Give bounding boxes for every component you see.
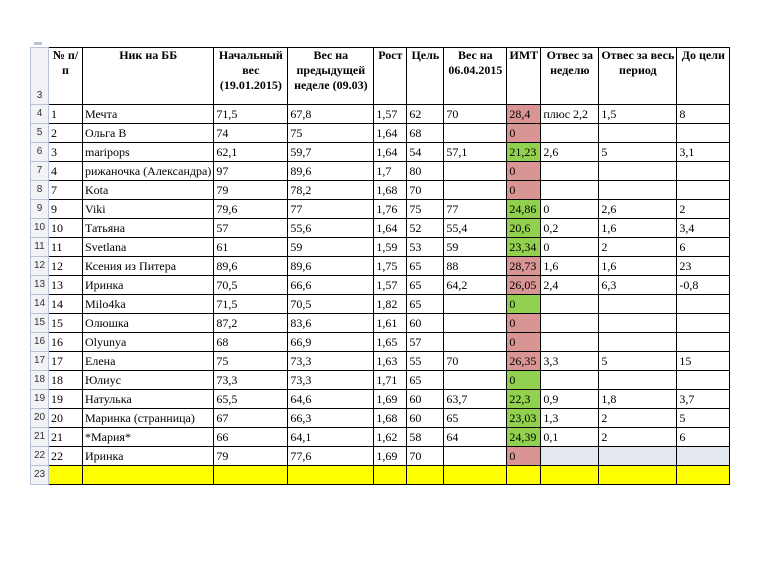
cell-nick[interactable]: Kota — [83, 181, 214, 200]
cell-imt[interactable]: 0 — [507, 447, 541, 466]
row-number[interactable]: 23 — [31, 466, 49, 485]
cell-week-loss[interactable]: 2,6 — [541, 143, 599, 162]
cell-number[interactable]: 2 — [49, 124, 83, 143]
cell-start-weight[interactable]: 67 — [214, 409, 288, 428]
cell-height[interactable]: 1,82 — [374, 295, 407, 314]
cell-goal[interactable]: 60 — [407, 390, 444, 409]
cell-to-goal[interactable]: 3,1 — [677, 143, 730, 162]
cell-current-weight[interactable] — [444, 447, 507, 466]
cell-week-loss[interactable]: плюс 2,2 — [541, 105, 599, 124]
empty-cell[interactable] — [214, 466, 288, 485]
cell-nick[interactable]: Натулька — [83, 390, 214, 409]
cell-total-loss[interactable]: 6,3 — [599, 276, 677, 295]
cell-height[interactable]: 1,64 — [374, 219, 407, 238]
cell-week-loss[interactable] — [541, 295, 599, 314]
cell-nick[interactable]: Ольга В — [83, 124, 214, 143]
cell-week-loss[interactable]: 2,4 — [541, 276, 599, 295]
cell-start-weight[interactable]: 97 — [214, 162, 288, 181]
cell-total-loss[interactable]: 1,6 — [599, 257, 677, 276]
cell-nick[interactable]: Олюшка — [83, 314, 214, 333]
cell-total-loss[interactable]: 2 — [599, 428, 677, 447]
cell-goal[interactable]: 70 — [407, 447, 444, 466]
participants-table — [30, 47, 730, 485]
row-number[interactable]: 15 — [31, 314, 49, 333]
cell-number[interactable]: 7 — [49, 181, 83, 200]
cell-imt[interactable]: 26,35 — [507, 352, 541, 371]
cell-goal[interactable]: 60 — [407, 409, 444, 428]
cell-goal[interactable]: 54 — [407, 143, 444, 162]
cell-goal[interactable]: 65 — [407, 295, 444, 314]
cell-week-loss[interactable]: 1,6 — [541, 257, 599, 276]
row-number[interactable]: 9 — [31, 200, 49, 219]
cell-prev-weight[interactable]: 67,8 — [288, 105, 374, 124]
header-total-loss[interactable]: Отвес за весь период — [599, 48, 677, 105]
cell-nick[interactable]: Маринка (странница) — [83, 409, 214, 428]
cell-number[interactable]: 21 — [49, 428, 83, 447]
header-row — [31, 48, 730, 105]
cell-week-loss[interactable]: 3,3 — [541, 352, 599, 371]
table-row — [31, 428, 730, 447]
cell-number[interactable]: 9 — [49, 200, 83, 219]
cell-prev-weight[interactable]: 66,3 — [288, 409, 374, 428]
cell-prev-weight[interactable]: 59 — [288, 238, 374, 257]
cell-to-goal[interactable]: 6 — [677, 238, 730, 257]
empty-cell[interactable] — [599, 466, 677, 485]
row-number[interactable]: 16 — [31, 333, 49, 352]
cell-to-goal[interactable]: -0,8 — [677, 276, 730, 295]
cell-number[interactable]: 18 — [49, 371, 83, 390]
cell-prev-weight[interactable]: 77,6 — [288, 447, 374, 466]
row-number[interactable]: 7 — [31, 162, 49, 181]
cell-height[interactable]: 1,68 — [374, 409, 407, 428]
cell-imt[interactable]: 0 — [507, 124, 541, 143]
header-nick[interactable]: Ник на ББ — [83, 48, 214, 105]
cell-height[interactable]: 1,59 — [374, 238, 407, 257]
cell-week-loss[interactable] — [541, 124, 599, 143]
cell-week-loss[interactable] — [541, 162, 599, 181]
cell-goal[interactable]: 55 — [407, 352, 444, 371]
cell-prev-weight[interactable]: 66,6 — [288, 276, 374, 295]
row-number[interactable]: 4 — [31, 105, 49, 124]
cell-week-loss[interactable] — [541, 447, 599, 466]
cell-start-weight[interactable]: 71,5 — [214, 105, 288, 124]
cell-imt[interactable]: 26,05 — [507, 276, 541, 295]
cell-week-loss[interactable] — [541, 333, 599, 352]
cell-imt[interactable]: 0 — [507, 181, 541, 200]
cell-goal[interactable]: 53 — [407, 238, 444, 257]
cell-height[interactable]: 1,69 — [374, 390, 407, 409]
cell-nick[interactable]: maripops — [83, 143, 214, 162]
spreadsheet — [30, 47, 730, 485]
cell-imt[interactable]: 21,23 — [507, 143, 541, 162]
cell-to-goal[interactable]: 6 — [677, 428, 730, 447]
cell-imt[interactable]: 0 — [507, 333, 541, 352]
cell-number[interactable]: 1 — [49, 105, 83, 124]
cell-week-loss[interactable] — [541, 314, 599, 333]
cell-week-loss[interactable]: 0 — [541, 200, 599, 219]
table-row — [31, 219, 730, 238]
table-row — [31, 162, 730, 181]
cell-goal[interactable]: 60 — [407, 314, 444, 333]
header-goal[interactable]: Цель — [407, 48, 444, 105]
cell-imt[interactable]: 0 — [507, 371, 541, 390]
cell-start-weight[interactable]: 62,1 — [214, 143, 288, 162]
cell-goal[interactable]: 65 — [407, 257, 444, 276]
cell-height[interactable]: 1,7 — [374, 162, 407, 181]
cell-total-loss[interactable]: 2,6 — [599, 200, 677, 219]
cell-prev-weight[interactable]: 78,2 — [288, 181, 374, 200]
table-row — [31, 447, 730, 466]
row-number[interactable]: 8 — [31, 181, 49, 200]
cell-total-loss[interactable]: 5 — [599, 352, 677, 371]
cell-prev-weight[interactable]: 89,6 — [288, 162, 374, 181]
cell-height[interactable]: 1,61 — [374, 314, 407, 333]
cell-height[interactable]: 1,75 — [374, 257, 407, 276]
cell-total-loss[interactable] — [599, 181, 677, 200]
cell-week-loss[interactable] — [541, 371, 599, 390]
row-number[interactable]: 22 — [31, 447, 49, 466]
cell-height[interactable]: 1,68 — [374, 181, 407, 200]
cell-height[interactable]: 1,57 — [374, 105, 407, 124]
cell-nick[interactable]: Иринка — [83, 276, 214, 295]
table-row — [31, 371, 730, 390]
empty-cell[interactable] — [83, 466, 214, 485]
table-row — [31, 314, 730, 333]
cell-total-loss[interactable] — [599, 314, 677, 333]
cell-current-weight[interactable] — [444, 162, 507, 181]
cell-total-loss[interactable]: 1,5 — [599, 105, 677, 124]
cell-nick[interactable]: Татьяна — [83, 219, 214, 238]
cell-height[interactable]: 1,69 — [374, 447, 407, 466]
cell-prev-weight[interactable]: 89,6 — [288, 257, 374, 276]
cell-current-weight[interactable] — [444, 124, 507, 143]
cell-week-loss[interactable]: 0,2 — [541, 219, 599, 238]
cell-week-loss[interactable]: 0,1 — [541, 428, 599, 447]
cell-imt[interactable]: 0 — [507, 314, 541, 333]
cell-prev-weight[interactable]: 64,6 — [288, 390, 374, 409]
table-row — [31, 105, 730, 124]
cell-current-weight[interactable] — [444, 371, 507, 390]
empty-cell[interactable] — [374, 466, 407, 485]
cell-prev-weight[interactable]: 66,9 — [288, 333, 374, 352]
empty-cell[interactable] — [507, 466, 541, 485]
cell-to-goal[interactable]: 3,4 — [677, 219, 730, 238]
cell-prev-weight[interactable]: 75 — [288, 124, 374, 143]
cell-height[interactable]: 1,64 — [374, 143, 407, 162]
cell-number[interactable]: 11 — [49, 238, 83, 257]
cell-goal[interactable]: 52 — [407, 219, 444, 238]
cell-number[interactable]: 10 — [49, 219, 83, 238]
table-row — [31, 333, 730, 352]
cell-start-weight[interactable]: 68 — [214, 333, 288, 352]
cell-week-loss[interactable]: 0,9 — [541, 390, 599, 409]
row-number[interactable]: 18 — [31, 371, 49, 390]
cell-total-loss[interactable] — [599, 295, 677, 314]
cell-imt[interactable]: 24,86 — [507, 200, 541, 219]
cell-imt[interactable]: 28,4 — [507, 105, 541, 124]
cell-to-goal[interactable] — [677, 371, 730, 390]
table-row — [31, 238, 730, 257]
cell-goal[interactable]: 80 — [407, 162, 444, 181]
cell-to-goal[interactable]: 5 — [677, 409, 730, 428]
row-number[interactable]: 19 — [31, 390, 49, 409]
cell-total-loss[interactable]: 1,6 — [599, 219, 677, 238]
cell-number[interactable]: 19 — [49, 390, 83, 409]
header-start-weight[interactable]: Начальный вес (19.01.2015) — [214, 48, 288, 105]
cell-goal[interactable]: 58 — [407, 428, 444, 447]
table-row — [31, 257, 730, 276]
row-number[interactable]: 10 — [31, 219, 49, 238]
cell-prev-weight[interactable]: 55,6 — [288, 219, 374, 238]
cell-to-goal[interactable]: 2 — [677, 200, 730, 219]
cell-number[interactable]: 14 — [49, 295, 83, 314]
table-row — [31, 124, 730, 143]
cell-total-loss[interactable]: 2 — [599, 238, 677, 257]
cell-current-weight[interactable]: 59 — [444, 238, 507, 257]
row-number[interactable]: 20 — [31, 409, 49, 428]
cell-height[interactable]: 1,63 — [374, 352, 407, 371]
cell-start-weight[interactable]: 71,5 — [214, 295, 288, 314]
empty-cell[interactable] — [444, 466, 507, 485]
cell-current-weight[interactable]: 55,4 — [444, 219, 507, 238]
cell-current-weight[interactable] — [444, 181, 507, 200]
cell-start-weight[interactable]: 75 — [214, 352, 288, 371]
cell-total-loss[interactable] — [599, 371, 677, 390]
cell-nick[interactable]: Елена — [83, 352, 214, 371]
cell-current-weight[interactable] — [444, 333, 507, 352]
cell-number[interactable]: 22 — [49, 447, 83, 466]
cell-total-loss[interactable] — [599, 162, 677, 181]
cell-start-weight[interactable]: 70,5 — [214, 276, 288, 295]
cell-height[interactable]: 1,57 — [374, 276, 407, 295]
row-number[interactable]: 21 — [31, 428, 49, 447]
cell-number[interactable]: 12 — [49, 257, 83, 276]
cell-start-weight[interactable]: 73,3 — [214, 371, 288, 390]
empty-cell[interactable] — [407, 466, 444, 485]
cell-nick[interactable]: рижаночка (Александра) — [83, 162, 214, 181]
cell-imt[interactable]: 20,6 — [507, 219, 541, 238]
cell-current-weight[interactable]: 65 — [444, 409, 507, 428]
cell-start-weight[interactable]: 66 — [214, 428, 288, 447]
table-row — [31, 276, 730, 295]
cell-imt[interactable]: 28,73 — [507, 257, 541, 276]
cell-start-weight[interactable]: 89,6 — [214, 257, 288, 276]
cell-start-weight[interactable]: 79 — [214, 447, 288, 466]
highlighted-empty-row — [31, 466, 730, 485]
cell-to-goal[interactable] — [677, 447, 730, 466]
cell-start-weight[interactable]: 74 — [214, 124, 288, 143]
header-number[interactable]: № п/п — [49, 48, 83, 105]
cell-imt[interactable]: 24,39 — [507, 428, 541, 447]
cell-nick[interactable]: Viki — [83, 200, 214, 219]
cell-total-loss[interactable] — [599, 124, 677, 143]
cell-start-weight[interactable]: 79 — [214, 181, 288, 200]
cell-number[interactable]: 17 — [49, 352, 83, 371]
cell-prev-weight[interactable]: 70,5 — [288, 295, 374, 314]
cell-current-weight[interactable]: 57,1 — [444, 143, 507, 162]
cell-start-weight[interactable]: 79,6 — [214, 200, 288, 219]
cell-to-goal[interactable] — [677, 295, 730, 314]
header-height[interactable]: Рост — [374, 48, 407, 105]
cell-current-weight[interactable]: 88 — [444, 257, 507, 276]
cell-goal[interactable]: 62 — [407, 105, 444, 124]
header-prev-weight[interactable]: Вес на предыдущей неделе (09.03) — [288, 48, 374, 105]
table-row — [31, 295, 730, 314]
row-number[interactable]: 5 — [31, 124, 49, 143]
cell-to-goal[interactable] — [677, 181, 730, 200]
cell-height[interactable]: 1,76 — [374, 200, 407, 219]
sheet-corner-mark — [34, 42, 42, 45]
cell-prev-weight[interactable]: 77 — [288, 200, 374, 219]
cell-prev-weight[interactable]: 73,3 — [288, 352, 374, 371]
row-number[interactable]: 14 — [31, 295, 49, 314]
cell-current-weight[interactable]: 70 — [444, 105, 507, 124]
cell-number[interactable]: 4 — [49, 162, 83, 181]
cell-total-loss[interactable] — [599, 333, 677, 352]
cell-to-goal[interactable] — [677, 314, 730, 333]
cell-nick[interactable]: Svetlana — [83, 238, 214, 257]
cell-to-goal[interactable]: 3,7 — [677, 390, 730, 409]
cell-prev-weight[interactable]: 59,7 — [288, 143, 374, 162]
cell-nick[interactable]: Иринка — [83, 447, 214, 466]
cell-nick[interactable]: Olyunya — [83, 333, 214, 352]
cell-height[interactable]: 1,65 — [374, 333, 407, 352]
row-number[interactable]: 12 — [31, 257, 49, 276]
cell-goal[interactable]: 65 — [407, 276, 444, 295]
row-number[interactable]: 11 — [31, 238, 49, 257]
cell-imt[interactable]: 23,34 — [507, 238, 541, 257]
cell-current-weight[interactable]: 77 — [444, 200, 507, 219]
cell-total-loss[interactable]: 1,8 — [599, 390, 677, 409]
row-number[interactable]: 17 — [31, 352, 49, 371]
cell-current-weight[interactable] — [444, 295, 507, 314]
cell-imt[interactable]: 0 — [507, 162, 541, 181]
cell-current-weight[interactable]: 64,2 — [444, 276, 507, 295]
cell-total-loss[interactable] — [599, 447, 677, 466]
cell-imt[interactable]: 22,3 — [507, 390, 541, 409]
cell-to-goal[interactable] — [677, 333, 730, 352]
cell-to-goal[interactable] — [677, 124, 730, 143]
cell-number[interactable]: 3 — [49, 143, 83, 162]
table-row — [31, 352, 730, 371]
empty-cell[interactable] — [49, 466, 83, 485]
cell-prev-weight[interactable]: 83,6 — [288, 314, 374, 333]
cell-number[interactable]: 13 — [49, 276, 83, 295]
cell-to-goal[interactable]: 8 — [677, 105, 730, 124]
empty-cell[interactable] — [288, 466, 374, 485]
cell-prev-weight[interactable]: 64,1 — [288, 428, 374, 447]
cell-start-weight[interactable]: 87,2 — [214, 314, 288, 333]
header-to-goal[interactable]: До цели — [677, 48, 730, 105]
cell-nick[interactable]: *Мария* — [83, 428, 214, 447]
cell-goal[interactable]: 57 — [407, 333, 444, 352]
cell-current-weight[interactable]: 70 — [444, 352, 507, 371]
cell-start-weight[interactable]: 65,5 — [214, 390, 288, 409]
header-imt[interactable]: ИМТ — [507, 48, 541, 105]
table-row — [31, 409, 730, 428]
table-row — [31, 200, 730, 219]
cell-total-loss[interactable]: 5 — [599, 143, 677, 162]
table-row — [31, 390, 730, 409]
cell-current-weight[interactable]: 64 — [444, 428, 507, 447]
cell-to-goal[interactable] — [677, 162, 730, 181]
cell-total-loss[interactable]: 2 — [599, 409, 677, 428]
cell-to-goal[interactable]: 15 — [677, 352, 730, 371]
header-current-weight[interactable]: Вес на 06.04.2015 — [444, 48, 507, 105]
cell-height[interactable]: 1,71 — [374, 371, 407, 390]
cell-week-loss[interactable]: 0 — [541, 238, 599, 257]
cell-goal[interactable]: 75 — [407, 200, 444, 219]
header-week-loss[interactable]: Отвес за неделю — [541, 48, 599, 105]
table-row — [31, 181, 730, 200]
table-row — [31, 143, 730, 162]
cell-current-weight[interactable]: 63,7 — [444, 390, 507, 409]
cell-imt[interactable]: 0 — [507, 295, 541, 314]
cell-nick[interactable]: Milo4ka — [83, 295, 214, 314]
cell-number[interactable]: 16 — [49, 333, 83, 352]
cell-goal[interactable]: 70 — [407, 181, 444, 200]
cell-height[interactable]: 1,64 — [374, 124, 407, 143]
cell-number[interactable]: 20 — [49, 409, 83, 428]
row-number[interactable]: 13 — [31, 276, 49, 295]
cell-to-goal[interactable]: 23 — [677, 257, 730, 276]
cell-week-loss[interactable] — [541, 181, 599, 200]
cell-goal[interactable]: 65 — [407, 371, 444, 390]
cell-number[interactable]: 15 — [49, 314, 83, 333]
cell-start-weight[interactable]: 61 — [214, 238, 288, 257]
cell-nick[interactable]: Ксения из Питера — [83, 257, 214, 276]
cell-imt[interactable]: 23,03 — [507, 409, 541, 428]
cell-current-weight[interactable] — [444, 314, 507, 333]
row-number[interactable]: 3 — [31, 48, 49, 105]
cell-prev-weight[interactable]: 73,3 — [288, 371, 374, 390]
cell-week-loss[interactable]: 1,3 — [541, 409, 599, 428]
cell-goal[interactable]: 68 — [407, 124, 444, 143]
cell-height[interactable]: 1,62 — [374, 428, 407, 447]
cell-nick[interactable]: Мечта — [83, 105, 214, 124]
empty-cell[interactable] — [677, 466, 730, 485]
empty-cell[interactable] — [541, 466, 599, 485]
cell-start-weight[interactable]: 57 — [214, 219, 288, 238]
row-number[interactable]: 6 — [31, 143, 49, 162]
cell-nick[interactable]: Юлиус — [83, 371, 214, 390]
